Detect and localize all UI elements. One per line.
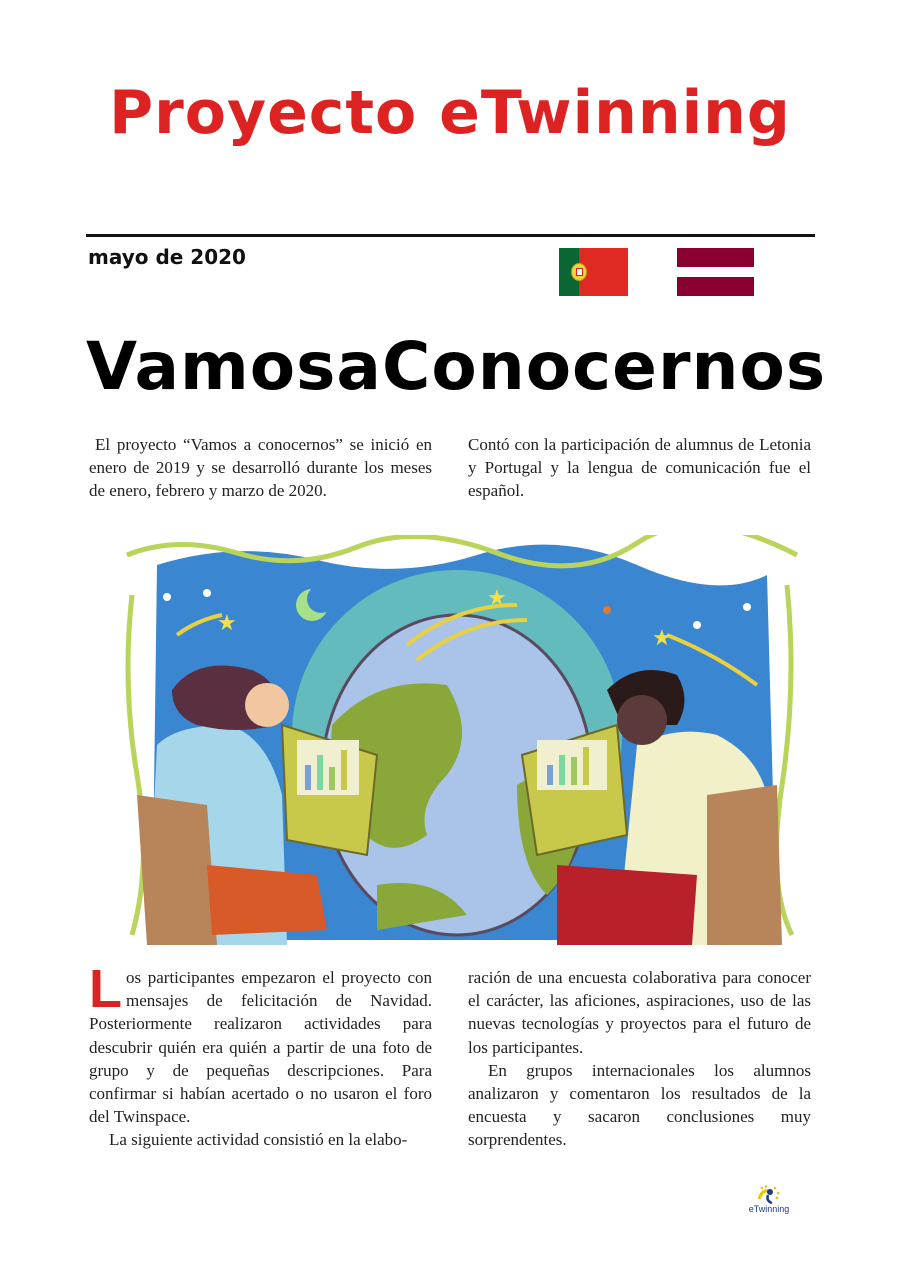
etwinning-logo-icon: [744, 1185, 794, 1220]
intro-column-right: [468, 433, 811, 503]
body-paragraph: [89, 959, 432, 1128]
body-paragraph: En grupos internacionales los alumnos analizaron y comentaron los resultados de la encuesta y sacaron conclusiones muy sorprendentes.: [468, 1060, 811, 1150]
headline-word: Conocernos: [381, 328, 827, 405]
drop-cap: L: [89, 959, 122, 1019]
svg-text:★: ★: [487, 585, 507, 610]
svg-text:★: ★: [652, 625, 672, 650]
article-headline: [86, 328, 827, 405]
body-paragraph: La siguiente actividad consistió en la elabo-: [109, 1130, 408, 1150]
intro-column-left: [89, 433, 432, 503]
svg-text:★: ★: [217, 610, 237, 635]
intro-paragraph: El proyecto “Vamos a conocernos” se inició en enero de 2019 y se desarrolló durante los meses de enero, febrero y marzo de 2020.: [89, 435, 432, 501]
page-title: Proyecto eTwinning: [109, 78, 791, 148]
body-paragraph: ración de una encuesta colaborativa para conocer el carácter, las aficiones, aspiraciones, uso de las nuevas tecnologías y proyectos para el futuro de los participantes.: [468, 968, 811, 1057]
headline-word: a: [336, 328, 382, 405]
issue-date: mayo de 2020: [88, 245, 246, 269]
latvia-flag-icon: [677, 248, 754, 296]
headline-word: Vamos: [86, 328, 337, 405]
globe-laptops-illustration: [117, 535, 802, 945]
portugal-flag-icon: [559, 248, 628, 296]
header-divider: [86, 234, 815, 237]
body-column-right: [468, 966, 811, 1152]
intro-paragraph: Contó con la participación de alumnus de Letonia y Portugal y la lengua de comunicación fue el español.: [468, 435, 811, 501]
paragraph-text: os participantes empezaron el proyecto con mensajes de felicitación de Navidad. Posteriormente realizaron actividades para descubrir quién era quién a partir de una foto de grupo y de pequeñas descripciones. Para confirmar si habían acertado o no usaron el foro del Twinspace.: [89, 968, 432, 1127]
body-column-left: [89, 959, 432, 1152]
logo-text: eTwinning: [748, 1204, 790, 1214]
